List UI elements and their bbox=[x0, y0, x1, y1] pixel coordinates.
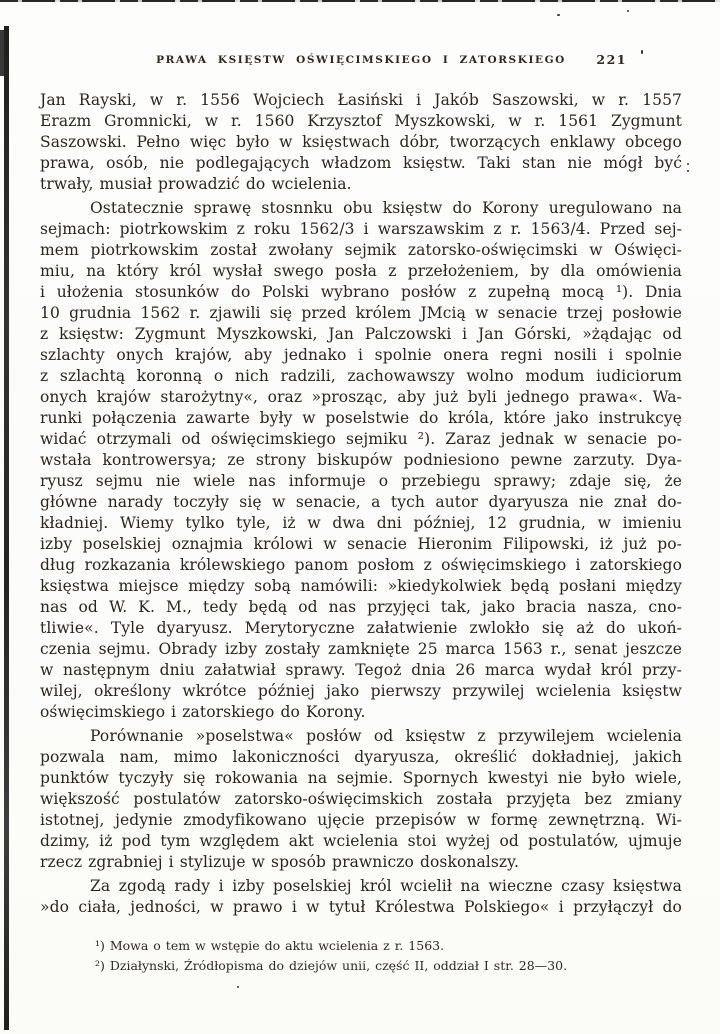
page-header bbox=[40, 54, 682, 66]
scan-speck bbox=[557, 14, 560, 16]
paragraph bbox=[40, 90, 682, 195]
text-line: szlachty onych krajów, aby jednako i spolnie onera regni nosili i spolnie bbox=[40, 346, 682, 364]
paragraph bbox=[40, 726, 682, 873]
text-line: wilej, określony wkrótce później jako pierwszy przywilej wcielenia księstw bbox=[40, 682, 682, 700]
scan-speck bbox=[687, 163, 689, 165]
text-line: Za zgodą rady i izby poselskiej król wcielił na wieczne czasy księstwa bbox=[90, 877, 682, 895]
scan-speck bbox=[687, 170, 689, 172]
scan-speck bbox=[627, 10, 629, 12]
body-text bbox=[40, 90, 682, 921]
text-line: 10 grudnia 1562 r. zjawili się przed królem JMcią w senacie trzej posłowie bbox=[40, 304, 682, 322]
text-line: w następnym dniu załatwiał sprawy. Tegoż dnia 26 marca wydał król przy- bbox=[40, 661, 682, 679]
scan-artifact-left-edge bbox=[4, 26, 9, 1030]
text-line: trwały, musiał prowadzić do wcielenia. bbox=[40, 175, 352, 193]
text-line: dzimy, iż pod tym względem akt wcielenia stoi wyżej od postulatów, ujmuje bbox=[40, 832, 682, 850]
running-title: PRAWA KSIĘSTW OŚWIĘCIMSKIEGO I ZATORSKIEGO bbox=[156, 54, 566, 66]
text-line: istotnej, jedynie zmodyfikowano ujęcie przepisów w formę zewnętrzną. Wi- bbox=[40, 811, 682, 829]
text-line: Saszowski. Pełno więc było w księstwach dóbr, tworzących enklawy obcego bbox=[40, 133, 682, 151]
text-line: czenia sejmu. Obrady izby zostały zamknięte 25 marca 1563 r., senat jeszcze bbox=[40, 640, 682, 658]
text-line: główne narady toczyły się w senacie, a tych autor dyaryusza nie znał do- bbox=[40, 493, 682, 511]
paragraph bbox=[40, 876, 682, 918]
text-line: ryusz sejmu nie wiele nas informuje o przebiegu sprawy; zdaje się, że bbox=[40, 472, 682, 490]
text-line: prawa, osób, nie podlegających władzom księstw. Taki stan nie mógł być bbox=[40, 154, 682, 172]
text-line: »do ciała, jedności, w prawo i w tytuł Królestwa Polskiego« i przyłączył do bbox=[40, 898, 682, 916]
text-line: punktów tyczyły się rokowania na sejmie. Spornych kwestyi nie było wiele, bbox=[40, 769, 682, 787]
text-line: oświęcimskiego i zatorskiego do Korony. bbox=[40, 703, 366, 721]
footnote: ¹) Mowa o tem w wstępie do aktu wcielenia z r. 1563. bbox=[95, 938, 445, 953]
text-line: pozwala nam, mimo lakoniczności dyaryusza, określić dokładniej, jakich bbox=[40, 748, 682, 766]
footnotes bbox=[40, 936, 682, 976]
text-line: księstwa miejsce między sobą namówili: »kiedykolwiek będą posłani między bbox=[40, 577, 682, 595]
text-line: nas od W. K. M., tedy będą od nas przyjęci tak, jako bracia nasza, cno- bbox=[40, 598, 682, 616]
text-line: rzecz zgrabniej i stylizuje w sposób prawniczo doskonalszy. bbox=[40, 853, 520, 871]
text-line: i ułożenia stosunków do Polski wybrano posłów z zupełną mocą ¹). Dnia bbox=[40, 283, 682, 301]
text-line: Jan Rayski, w r. 1556 Wojciech Łasiński i Jakób Saszowski, w r. 1557 bbox=[40, 91, 682, 109]
page-number: 221 bbox=[596, 52, 627, 67]
text-line: dług rozkazania królewskiego panom posłom z oświęcimskiego i zatorskiego bbox=[40, 556, 682, 574]
scan-speck bbox=[237, 986, 239, 988]
text-line: runki połączenia zawarte były w poselstwie do króla, które jako instrukcyę bbox=[40, 409, 682, 427]
scan-artifact-top-edge bbox=[0, 0, 720, 2]
text-line: miu, na który król wysłał swego posła z przełożeniem, by dla omówienia bbox=[40, 262, 682, 280]
text-line: z szlachtą koronną o nich radzili, zachowawszy wolno modum iudiciorum bbox=[40, 367, 682, 385]
text-line: tliwie«. Tyle dyaryusz. Merytoryczne załatwienie zwlokło się aż do ukoń- bbox=[40, 619, 682, 637]
text-line: wstała kontrowersya; ze strony biskupów podniesiono pewne zarzuty. Dya- bbox=[40, 451, 682, 469]
paragraph bbox=[40, 198, 682, 723]
text-line: Erazm Gromnicki, w r. 1560 Krzysztof Myszkowski, w r. 1561 Zygmunt bbox=[40, 112, 682, 130]
scan-artifact-left-edge-blot bbox=[0, 30, 4, 76]
text-line: widać otrzymali od oświęcimskiego sejmiku ²). Zaraz jednak w senacie po- bbox=[40, 430, 682, 448]
text-line: większość postulatów zatorsko-oświęcimskich została przyjęta bez zmiany bbox=[40, 790, 682, 808]
footnote: ²) Działynski, Źródłopisma do dziejów unii, część II, oddział I str. 28—30. bbox=[95, 958, 568, 973]
text-line: mem piotrkowskim został zwołany sejmik zatorsko-oświęcimski w Oświęci- bbox=[40, 241, 682, 259]
text-line: kładniej. Wiemy tylko tyle, iż w dwa dni później, 12 grudnia, w imieniu bbox=[40, 514, 682, 532]
text-line: onych krajów starożytny«, oraz »prosząc, aby już byli jednego prawa«. Wa- bbox=[40, 388, 682, 406]
text-line: izby poselskiej oznajmia królowi w senacie Hieronim Filipowski, iż już po- bbox=[40, 535, 682, 553]
text-line: Ostatecznie sprawę stosnnku obu księstw do Korony uregulowano na bbox=[90, 199, 682, 217]
text-line: sejmach: piotrkowskim z roku 1562/3 i warszawskim z r. 1563/4. Przed sej- bbox=[40, 220, 682, 238]
text-line: z księstw: Zygmunt Myszkowski, Jan Palczowski i Jan Górski, »żądając od bbox=[40, 325, 682, 343]
text-line: Porównanie »poselstwa« posłów od księstw z przywilejem wcielenia bbox=[90, 727, 682, 745]
